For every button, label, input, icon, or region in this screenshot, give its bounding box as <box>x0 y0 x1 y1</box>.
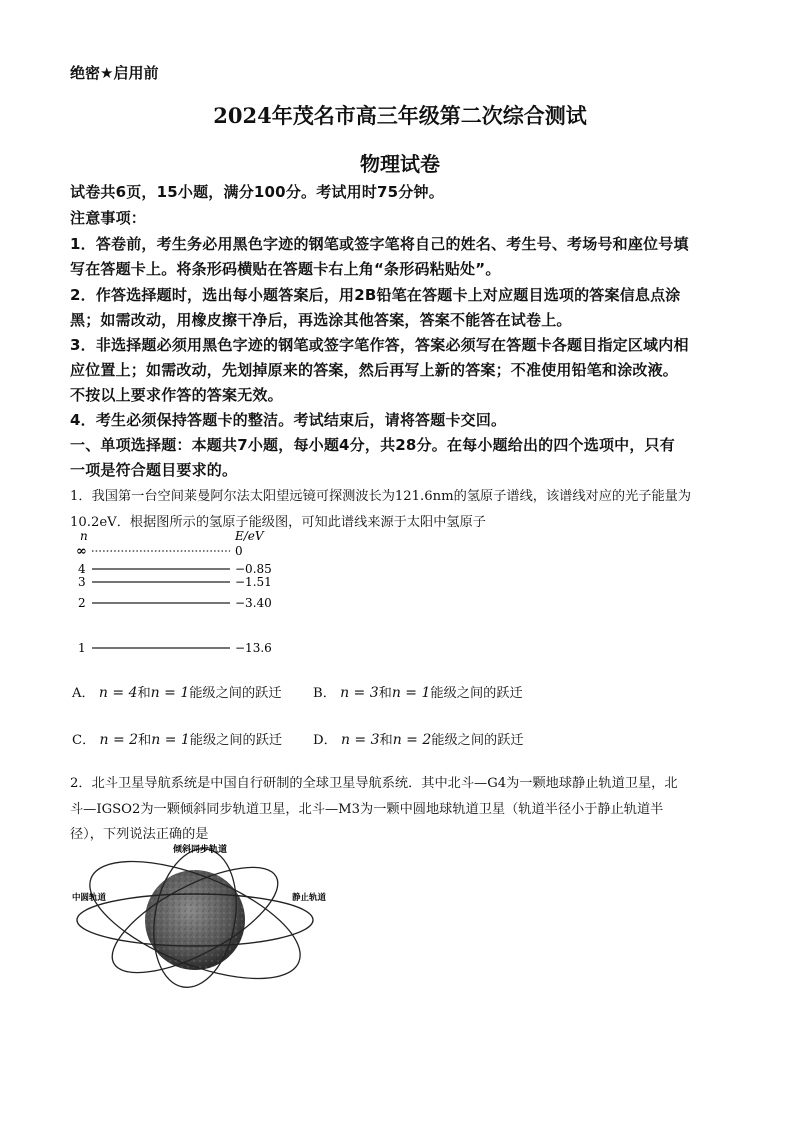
option-a[interactable] <box>72 682 282 701</box>
level-e-1: −13.6 <box>235 641 272 655</box>
question-1-stem-line-2: 10.2eV．根据图所示的氢原子能级图，可知此谱线来源于太阳中氢原子 <box>70 515 486 530</box>
notice-item-3-line-1: 3．非选择题必须用黑色字迹的钢笔或签字笔作答，答案必须写在答题卡各题目指定区域内相 <box>70 336 689 354</box>
level-e-4: −0.85 <box>235 562 272 576</box>
option-a-letter: A． <box>72 686 95 701</box>
option-c-second: n = 1 <box>151 732 190 748</box>
option-b-and: 和 <box>378 686 392 701</box>
notice-item-1-line-2: 写在答题卡上。将条形码横贴在答题卡右上角“条形码粘贴处”。 <box>70 260 501 278</box>
level-e-2: −3.40 <box>235 596 272 610</box>
option-a-and: 和 <box>137 686 151 701</box>
option-d-second: n = 2 <box>392 732 432 748</box>
option-c-tail: 能级之间的跃迁 <box>189 733 283 748</box>
question-2-stem-line-1: 2．北斗卫星导航系统是中国自行研制的全球卫星导航系统．其中北斗—G4为一颗地球静止轨道卫星，北 <box>70 776 678 791</box>
notice-item-2-line-2: 黑；如需改动，用橡皮擦干净后，再选涂其他答案，答案不能答在试卷上。 <box>70 311 572 329</box>
question-2-stem-line-3: 径），下列说法正确的是 <box>70 827 209 842</box>
level-n-infinity: ∞ <box>76 544 87 559</box>
option-a-tail: 能级之间的跃迁 <box>189 686 282 701</box>
notice-item-4: 4．考生必须保持答题卡的整洁。考试结束后，请将答题卡交回。 <box>70 411 507 429</box>
option-b-second: n = 1 <box>391 685 431 701</box>
level-n-3: 3 <box>78 575 86 589</box>
question-2-stem-line-2: 斗—IGSO2为一颗倾斜同步轨道卫星，北斗—M3为一颗中圆地球轨道卫星（轨道半径小于静止轨道半 <box>70 802 664 817</box>
option-d-tail: 能级之间的跃迁 <box>431 733 524 748</box>
notice-item-1-line-1: 1．答卷前，考生务必用黑色字迹的钢笔或签字笔将自己的姓名、考生号、考场号和座位号填 <box>70 235 689 253</box>
section-1-heading-line-2: 一项是符合题目要求的。 <box>70 461 238 479</box>
question-1-stem-line-1: 1．我国第一台空间莱曼阿尔法太阳望远镜可探测波长为121.6nm的氢原子谱线，该谱线对应的光子能量为 <box>70 489 692 504</box>
level-n-1: 1 <box>78 641 86 655</box>
option-a-second: n = 1 <box>150 685 190 701</box>
option-d-first: n = 3 <box>340 732 380 748</box>
notice-item-3-line-2: 应位置上；如需改动，先划掉原来的答案，然后再写上新的答案；不准使用铅笔和涂改液。 <box>70 361 679 379</box>
option-b-letter: B． <box>313 686 336 701</box>
option-c-and: 和 <box>138 733 152 748</box>
option-d-and: 和 <box>379 733 393 748</box>
option-a-first: n = 4 <box>98 685 138 701</box>
diagram-energy-label: E/eV <box>235 529 264 543</box>
option-d[interactable] <box>313 729 524 748</box>
label-inclined-orbit: 倾斜同步轨道 <box>173 845 228 855</box>
option-c-letter: C． <box>72 733 96 748</box>
option-c[interactable] <box>72 729 282 748</box>
option-d-letter: D． <box>313 733 337 748</box>
option-b-first: n = 3 <box>340 685 379 701</box>
option-b-tail: 能级之间的跃迁 <box>430 686 523 701</box>
label-medium-orbit: 中圆轨道 <box>72 893 107 903</box>
energy-level-diagram <box>70 528 290 658</box>
notice-heading: 注意事项： <box>70 209 147 227</box>
satellite-orbit-diagram <box>70 838 350 988</box>
option-c-first: n = 2 <box>99 732 139 748</box>
level-e-infinity: 0 <box>235 544 243 558</box>
level-n-2: 2 <box>78 596 86 610</box>
exam-title: 2024年茂名市高三年级第二次综合测试 <box>213 103 587 128</box>
level-n-4: 4 <box>78 562 86 576</box>
notice-item-2-line-1: 2．作答选择题时，选出每小题答案后，用2B铅笔在答题卡上对应题目选项的答案信息点涂 <box>70 286 681 304</box>
confidential-mark: 绝密★启用前 <box>70 64 159 82</box>
level-e-3: −1.51 <box>235 575 272 589</box>
section-1-heading-line-1: 一、单项选择题：本题共7小题，每小题4分，共28分。在每小题给出的四个选项中，只有 <box>70 436 675 454</box>
diagram-n-label: n <box>80 529 88 543</box>
exam-subtitle: 物理试卷 <box>360 152 440 176</box>
label-static-orbit: 静止轨道 <box>292 893 327 903</box>
notice-item-3-line-3: 不按以上要求作答的答案无效。 <box>70 386 283 404</box>
option-b[interactable] <box>313 682 523 701</box>
exam-summary: 试卷共6页，15小题，满分100分。考试用时75分钟。 <box>70 183 444 201</box>
